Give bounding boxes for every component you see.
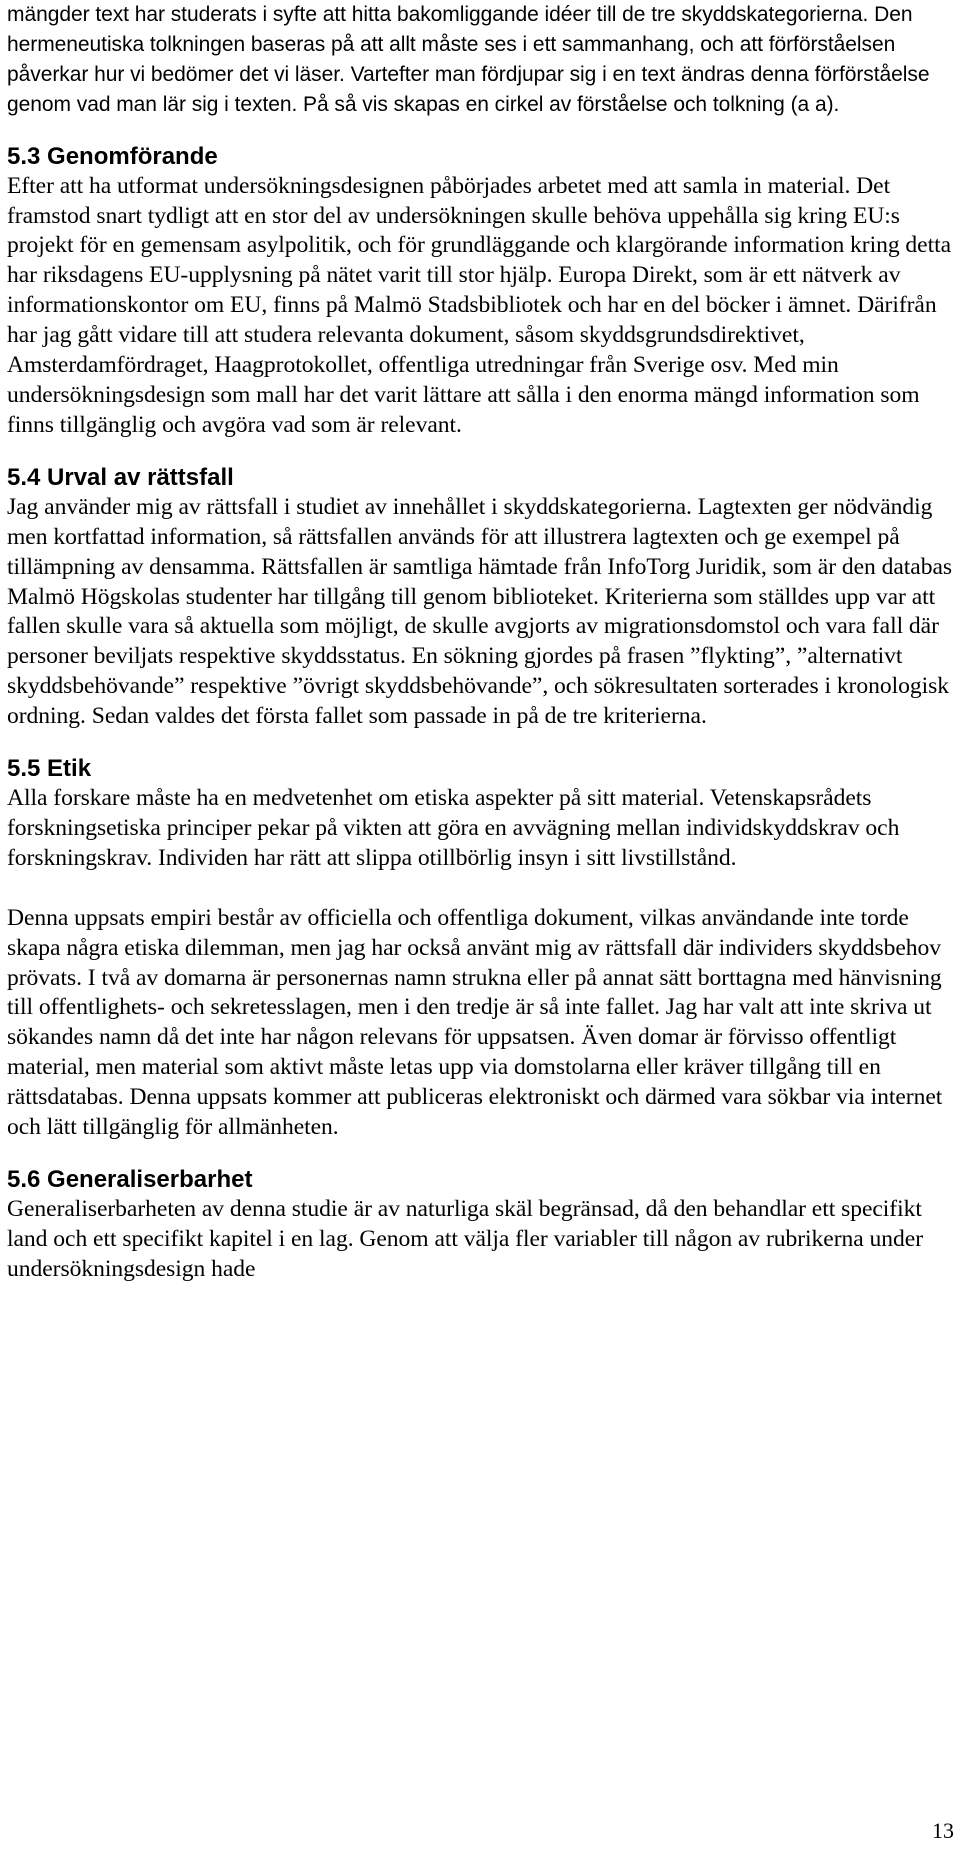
section-5-5-paragraph-1: Alla forskare måste ha en medvetenhet om etiska aspekter på sitt material. Vetenskapsrådets forskningsetiska principer pekar på vikten att göra en avvägning mellan individskyddskrav och forskningskrav. Individen har rätt att slippa otillbörlig insyn i sitt livstillstånd. — [7, 785, 900, 871]
section-heading-5-6: 5.6 Generaliserbarhet — [7, 1166, 253, 1193]
section-heading-5-3: 5.3 Genomförande — [7, 142, 218, 170]
section-5-3-paragraph: Efter att ha utformat undersökningsdesignen påbörjades arbetet med att samla in material. Det framstod snart tydligt att en stor del av undersökningen skulle behöva uppehålla sig kring EU:s projekt för en gemensam asylpolitik, och för grundläggande och klargörande information kring detta har riksdagens EU-upplysning på nätet varit till stor hjälp. Europa Direkt, som är ett nätverk av informationskontor om EU, finns på Malmö Stadsbibliotek och har en del böcker i ämnet. Därifrån har jag gått vidare till att studera relevanta dokument, såsom skyddsgrundsdirektivet, Amsterdamfördraget, Haagprotokollet, offentliga utredningar från Sverige osv. Med min undersökningsdesign som mall har det varit lättare att sålla i den enorma mängd information som finns tillgänglig och avgöra vad som är relevant. — [7, 172, 952, 438]
intro-paragraph: mängder text har studerats i syfte att hitta bakomliggande idéer till de tre skyddskategorierna. Den hermeneutiska tolkningen baseras på att allt måste ses i ett sammanhang, och att förförståelsen påverkar hur vi bedömer det vi läser. Vartefter man fördjupar sig i en text ändras denna förförståelse genom vad man lär sig i texten. På så vis skapas en cirkel av förståelse och tolkning (a a). — [7, 3, 930, 116]
section-5-6-paragraph: Generaliserbarheten av denna studie är av naturliga skäl begränsad, då den behandlar ett specifikt land och ett specifikt kapitel i en lag. Genom att välja fler variabler till någon av rubrikerna under undersökningsdesign hade — [7, 1196, 924, 1282]
text-column — [7, 0, 955, 1285]
section-5-4-paragraph: Jag använder mig av rättsfall i studiet av innehållet i skyddskategorierna. Lagtexten ger nödvändig men kortfattad information, så rättsfallen används för att illustrera lagtexten och ge exempel på tillämpning av densamma. Rättsfallen är samtliga hämtade från InfoTorg Juridik, som är den databas Malmö Högskolas studenter har tillgång till genom biblioteket. Kriterierna som ställdes upp var att fallen skulle vara så aktuella som möjligt, de skulle avgjorts av migrationsdomstol och vara fall där personer beviljats respektive skyddsstatus. En sökning gjordes på frasen ”flykting”, ”alternativt skyddsbehövande” respektive ”övrigt skyddsbehövande”, och sökresultaten sorterades i kronologisk ordning. Sedan valdes det första fallet som passade in på de tre kriterierna. — [7, 493, 953, 730]
page-number: 13 — [932, 1818, 954, 1843]
section-heading-5-5: 5.5 Etik — [7, 755, 92, 783]
section-5-5-paragraph-2: Denna uppsats empiri består av officiella och offentliga dokument, vilkas användande inte torde skapa några etiska dilemman, men jag har också använt mig av rättsfall där individers skyddsbehov prövats. I två av domarna är personernas namn strukna eller på annat sätt borttagna med hänvisning till offentlighets- och sekretesslagen, men i den tredje är så inte fallet. Jag har valt att inte skriva ut sökandes namn då det inte har någon relevans för uppsatsen. Även domar är förvisso offentligt material, men material som aktivt måste letas upp via domstolarna eller kräver tillgång till en rättsdatabas. Denna uppsats kommer att publiceras elektroniskt och därmed vara sökbar via internet och lätt tillgänglig för allmänheten. — [7, 904, 943, 1141]
section-heading-5-4: 5.4 Urval av rättsfall — [7, 463, 234, 491]
paragraph-spacer — [7, 874, 955, 904]
